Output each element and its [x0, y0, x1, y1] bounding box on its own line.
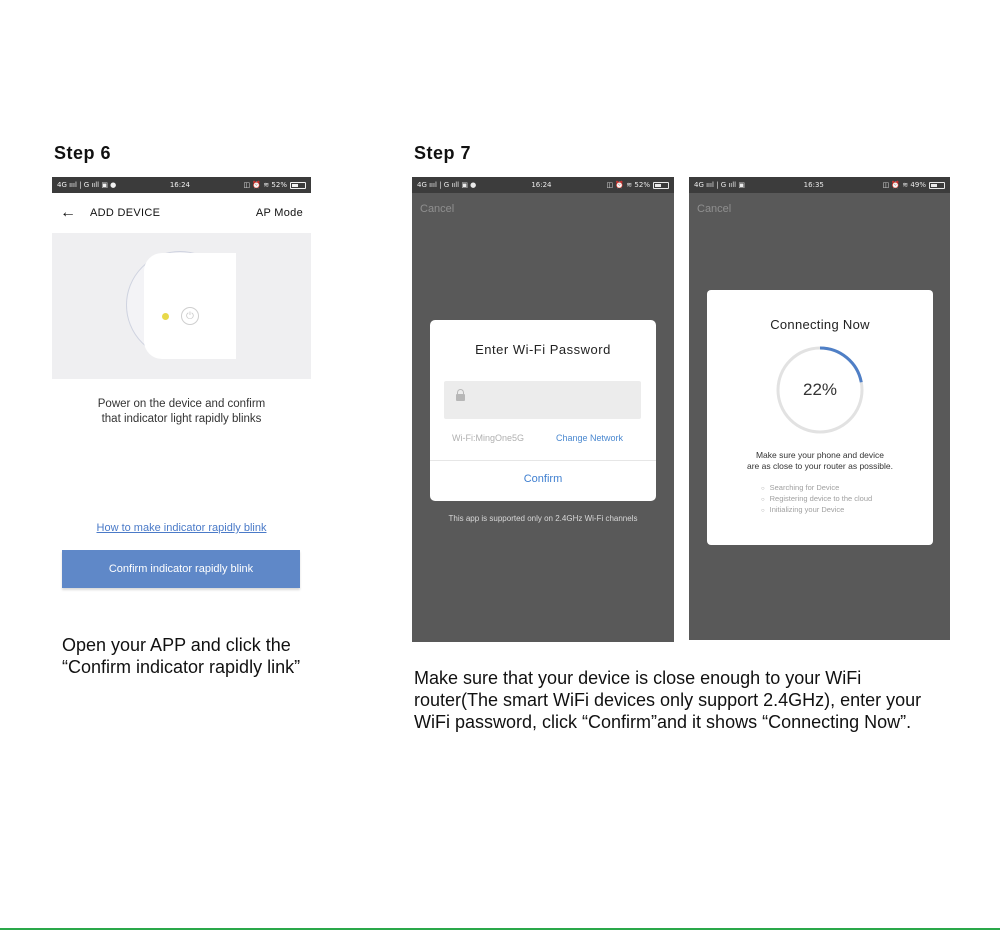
status-time: 16:35 [803, 181, 824, 189]
ap-mode-link[interactable]: AP Mode [255, 207, 303, 219]
status-icons: ◫ ⏰ ≋ 49% [882, 181, 926, 189]
wifi-network-name: Wi-Fi:MingOne5G [452, 433, 525, 443]
progress-percent: 22% [802, 380, 838, 399]
step6-description [52, 397, 311, 427]
battery-icon [653, 182, 669, 189]
app-bar [52, 193, 311, 233]
proximity-note: Make sure your phone and device are as close to your router as possible. [747, 450, 893, 471]
step6-caption: Open your APP and click the “Confirm indicator rapidly link” [62, 635, 301, 677]
divider [430, 460, 656, 461]
status-bar [412, 177, 674, 193]
status-time: 16:24 [169, 181, 191, 189]
step6-phone-screen [52, 177, 311, 607]
indicator-light-icon [162, 313, 169, 320]
device-shape [144, 253, 236, 359]
help-link[interactable]: How to make indicator rapidly blink [96, 522, 267, 534]
status-icons: ◫ ⏰ ≋ 52% [606, 181, 650, 189]
power-icon: ⏻ [181, 307, 199, 325]
lock-icon [456, 394, 465, 401]
cancel-button[interactable]: Cancel [420, 203, 455, 215]
step7-connecting-screen [689, 177, 950, 640]
confirm-indicator-button[interactable]: Confirm indicator rapidly blink [62, 550, 300, 588]
cancel-button[interactable]: Cancel [697, 203, 732, 215]
battery-icon [290, 182, 306, 189]
step7-heading: Step 7 [414, 143, 472, 163]
connection-step: ○ Searching for Device [761, 483, 872, 494]
status-bar [52, 177, 311, 193]
description-text: Power on the device and confirm that indicator light rapidly blinks [97, 398, 266, 425]
status-bar [689, 177, 950, 193]
connection-step: ○ Registering device to the cloud [761, 494, 872, 505]
step6-heading: Step 6 [54, 143, 112, 163]
bottom-divider [0, 928, 1000, 930]
status-network: 4G ıııl | G ııll ▣ ● [57, 181, 117, 189]
status-time: 16:24 [531, 181, 552, 189]
connection-steps [761, 483, 872, 516]
dialog-title: Enter Wi-Fi Password [475, 342, 611, 357]
status-network: 4G ıııl | G ııll ▣ [694, 181, 745, 189]
back-arrow-icon[interactable]: ← [60, 204, 77, 221]
change-network-link[interactable]: Change Network [556, 433, 624, 443]
step7-caption: Make sure that your device is close enough to your WiFi router(The smart WiFi devices only support 2.4GHz), enter your WiFi password, click “Confirm”and it shows “Connecting Now”. [414, 668, 922, 732]
wifi-password-dialog [430, 320, 656, 501]
wifi-support-note: This app is supported only on 2.4GHz Wi-Fi channels [448, 514, 638, 523]
dialog-title: Connecting Now [770, 317, 870, 332]
confirm-button[interactable]: Confirm [523, 473, 563, 485]
connection-step: ○ Initializing your Device [761, 505, 872, 516]
page-title: ADD DEVICE [90, 207, 161, 219]
password-input[interactable] [444, 381, 641, 419]
connecting-dialog [707, 290, 933, 545]
status-icons: ◫ ⏰ ≋ 52% [243, 181, 287, 189]
step7-password-screen [412, 177, 674, 642]
battery-icon [929, 182, 945, 189]
status-network: 4G ıııl | G ııll ▣ ● [417, 181, 477, 189]
device-illustration [52, 233, 311, 379]
